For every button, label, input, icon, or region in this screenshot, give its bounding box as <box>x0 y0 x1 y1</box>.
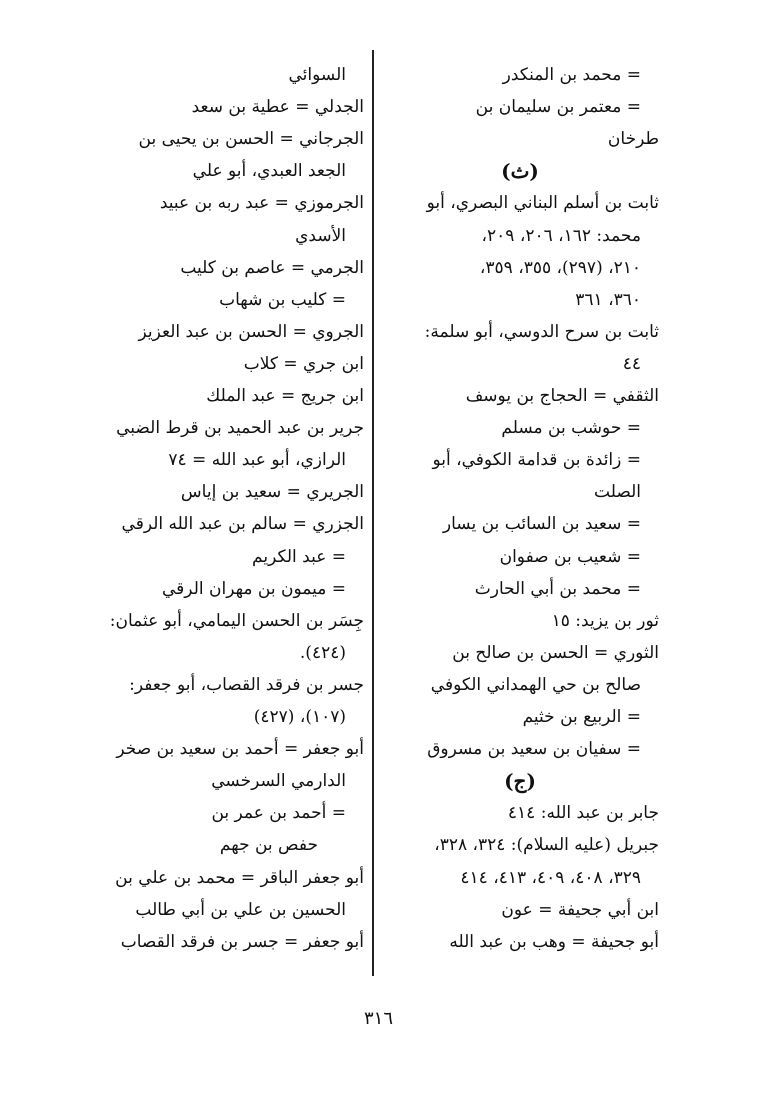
index-entry: الجزري = سالم بن عبد الله الرقي <box>121 514 364 535</box>
index-entry: جرير بن عبد الحميد بن قرط الضبي <box>116 418 364 439</box>
index-entry: الثقفي = الحجاج بن يوسف <box>465 386 659 406</box>
index-entry: الصلت <box>594 482 641 503</box>
index-entry: أبو جعفر = أحمد بن سعيد بن صخر <box>116 739 364 760</box>
index-entry: ابن أبي جحيفة = عون <box>501 899 659 920</box>
index-entry: أبو جعفر الباقر = محمد بن علي بن <box>115 867 364 888</box>
index-entry: الأسدي <box>295 225 346 246</box>
index-entry: = كليب بن شهاب <box>219 289 346 310</box>
index-entry: الجريري = سعيد بن إياس <box>180 482 364 503</box>
index-entry: الرازي، أبو عبد الله = ٧٤ <box>168 450 346 471</box>
index-entry: (١٠٧)، (٤٢٧) <box>253 707 346 727</box>
index-entry: الجدلي = عطية بن سعد <box>191 97 364 118</box>
index-entry: = شعيب بن صفوان <box>499 546 641 567</box>
index-entry: (٤٢٤). <box>299 642 346 663</box>
index-entry: = حوشب بن مسلم <box>501 418 641 439</box>
index-entry: الثوري = الحسن بن صالح بن <box>452 642 659 663</box>
index-entry: جسر بن فرقد القصاب، أبو جعفر: <box>129 674 364 695</box>
section-heading: (ث) <box>501 159 539 184</box>
index-entry: = معتمر بن سليمان بن <box>475 97 641 118</box>
page-number: ٣١٦ <box>363 1008 393 1029</box>
index-entry: ثابت بن أسلم البناني البصري، أبو <box>426 193 659 214</box>
index-entry: الجرمي = عاصم بن كليب <box>180 257 364 278</box>
index-entry: ٣٢٩، ٤٠٨، ٤٠٩، ٤١٣، ٤١٤ <box>460 867 641 888</box>
index-entry: ٣٦٠، ٣٦١ <box>575 289 641 310</box>
index-entry: ثور بن يزيد: ١٥ <box>551 610 659 631</box>
index-entry: = أحمد بن عمر بن <box>211 803 346 824</box>
index-entry: ابن جري = كلاب <box>243 353 364 374</box>
index-entry: حفص بن جهم <box>219 835 318 856</box>
index-entry: = سعيد بن السائب بن يسار <box>442 514 641 535</box>
column-divider <box>372 50 374 976</box>
index-entry: ثابت بن سرح الدوسي، أبو سلمة: <box>424 321 659 342</box>
index-entry: محمد: ١٦٢، ٢٠٦، ٢٠٩، <box>481 225 641 246</box>
index-entry: الدارمي السرخسي <box>211 771 346 792</box>
index-entry: صالح بن حي الهمداني الكوفي <box>430 674 641 695</box>
index-entry: جابر بن عبد الله: ٤١٤ <box>507 803 659 824</box>
index-entry: جبريل (عليه السلام): ٣٢٤، ٣٢٨، <box>434 835 659 856</box>
index-entry: = محمد بن أبي الحارث <box>474 578 641 599</box>
index-entry: جِسَر بن الحسن اليمامي، أبو عثمان: <box>109 610 364 631</box>
index-entry: = ميمون بن مهران الرقي <box>162 578 346 599</box>
index-entry: أبو جحيفة = وهب بن عبد الله <box>449 931 659 952</box>
index-entry: الجروي = الحسن بن عبد العزيز <box>138 321 364 342</box>
index-entry: أبو جعفر = جسر بن فرقد القصاب <box>120 931 364 952</box>
index-entry: = محمد بن المنكدر <box>502 65 641 85</box>
index-entry: ابن جريج = عبد الملك <box>206 386 364 406</box>
index-entry: الحسين بن علي بن أبي طالب <box>135 899 346 920</box>
index-entry: طرخان <box>607 129 659 150</box>
index-entry: الجرجاني = الحسن بن يحيى بن <box>138 129 364 150</box>
index-entry: الجعد العبدي، أبو علي <box>192 161 346 182</box>
index-entry: ٤٤ <box>622 353 641 374</box>
index-entry: السوائي <box>288 65 346 85</box>
index-entry: = زائدة بن قدامة الكوفي، أبو <box>432 450 641 471</box>
section-heading: (ج) <box>504 769 536 794</box>
index-entry: = سفيان بن سعيد بن مسروق <box>427 739 641 760</box>
index-entry: = عبد الكريم <box>252 546 346 567</box>
index-entry: ٢١٠، (٢٩٧)، ٣٥٥، ٣٥٩، <box>479 257 641 278</box>
index-entry: الجرموزي = عبد ربه بن عبيد <box>159 193 364 214</box>
index-entry: = الربيع بن خثيم <box>522 707 641 727</box>
